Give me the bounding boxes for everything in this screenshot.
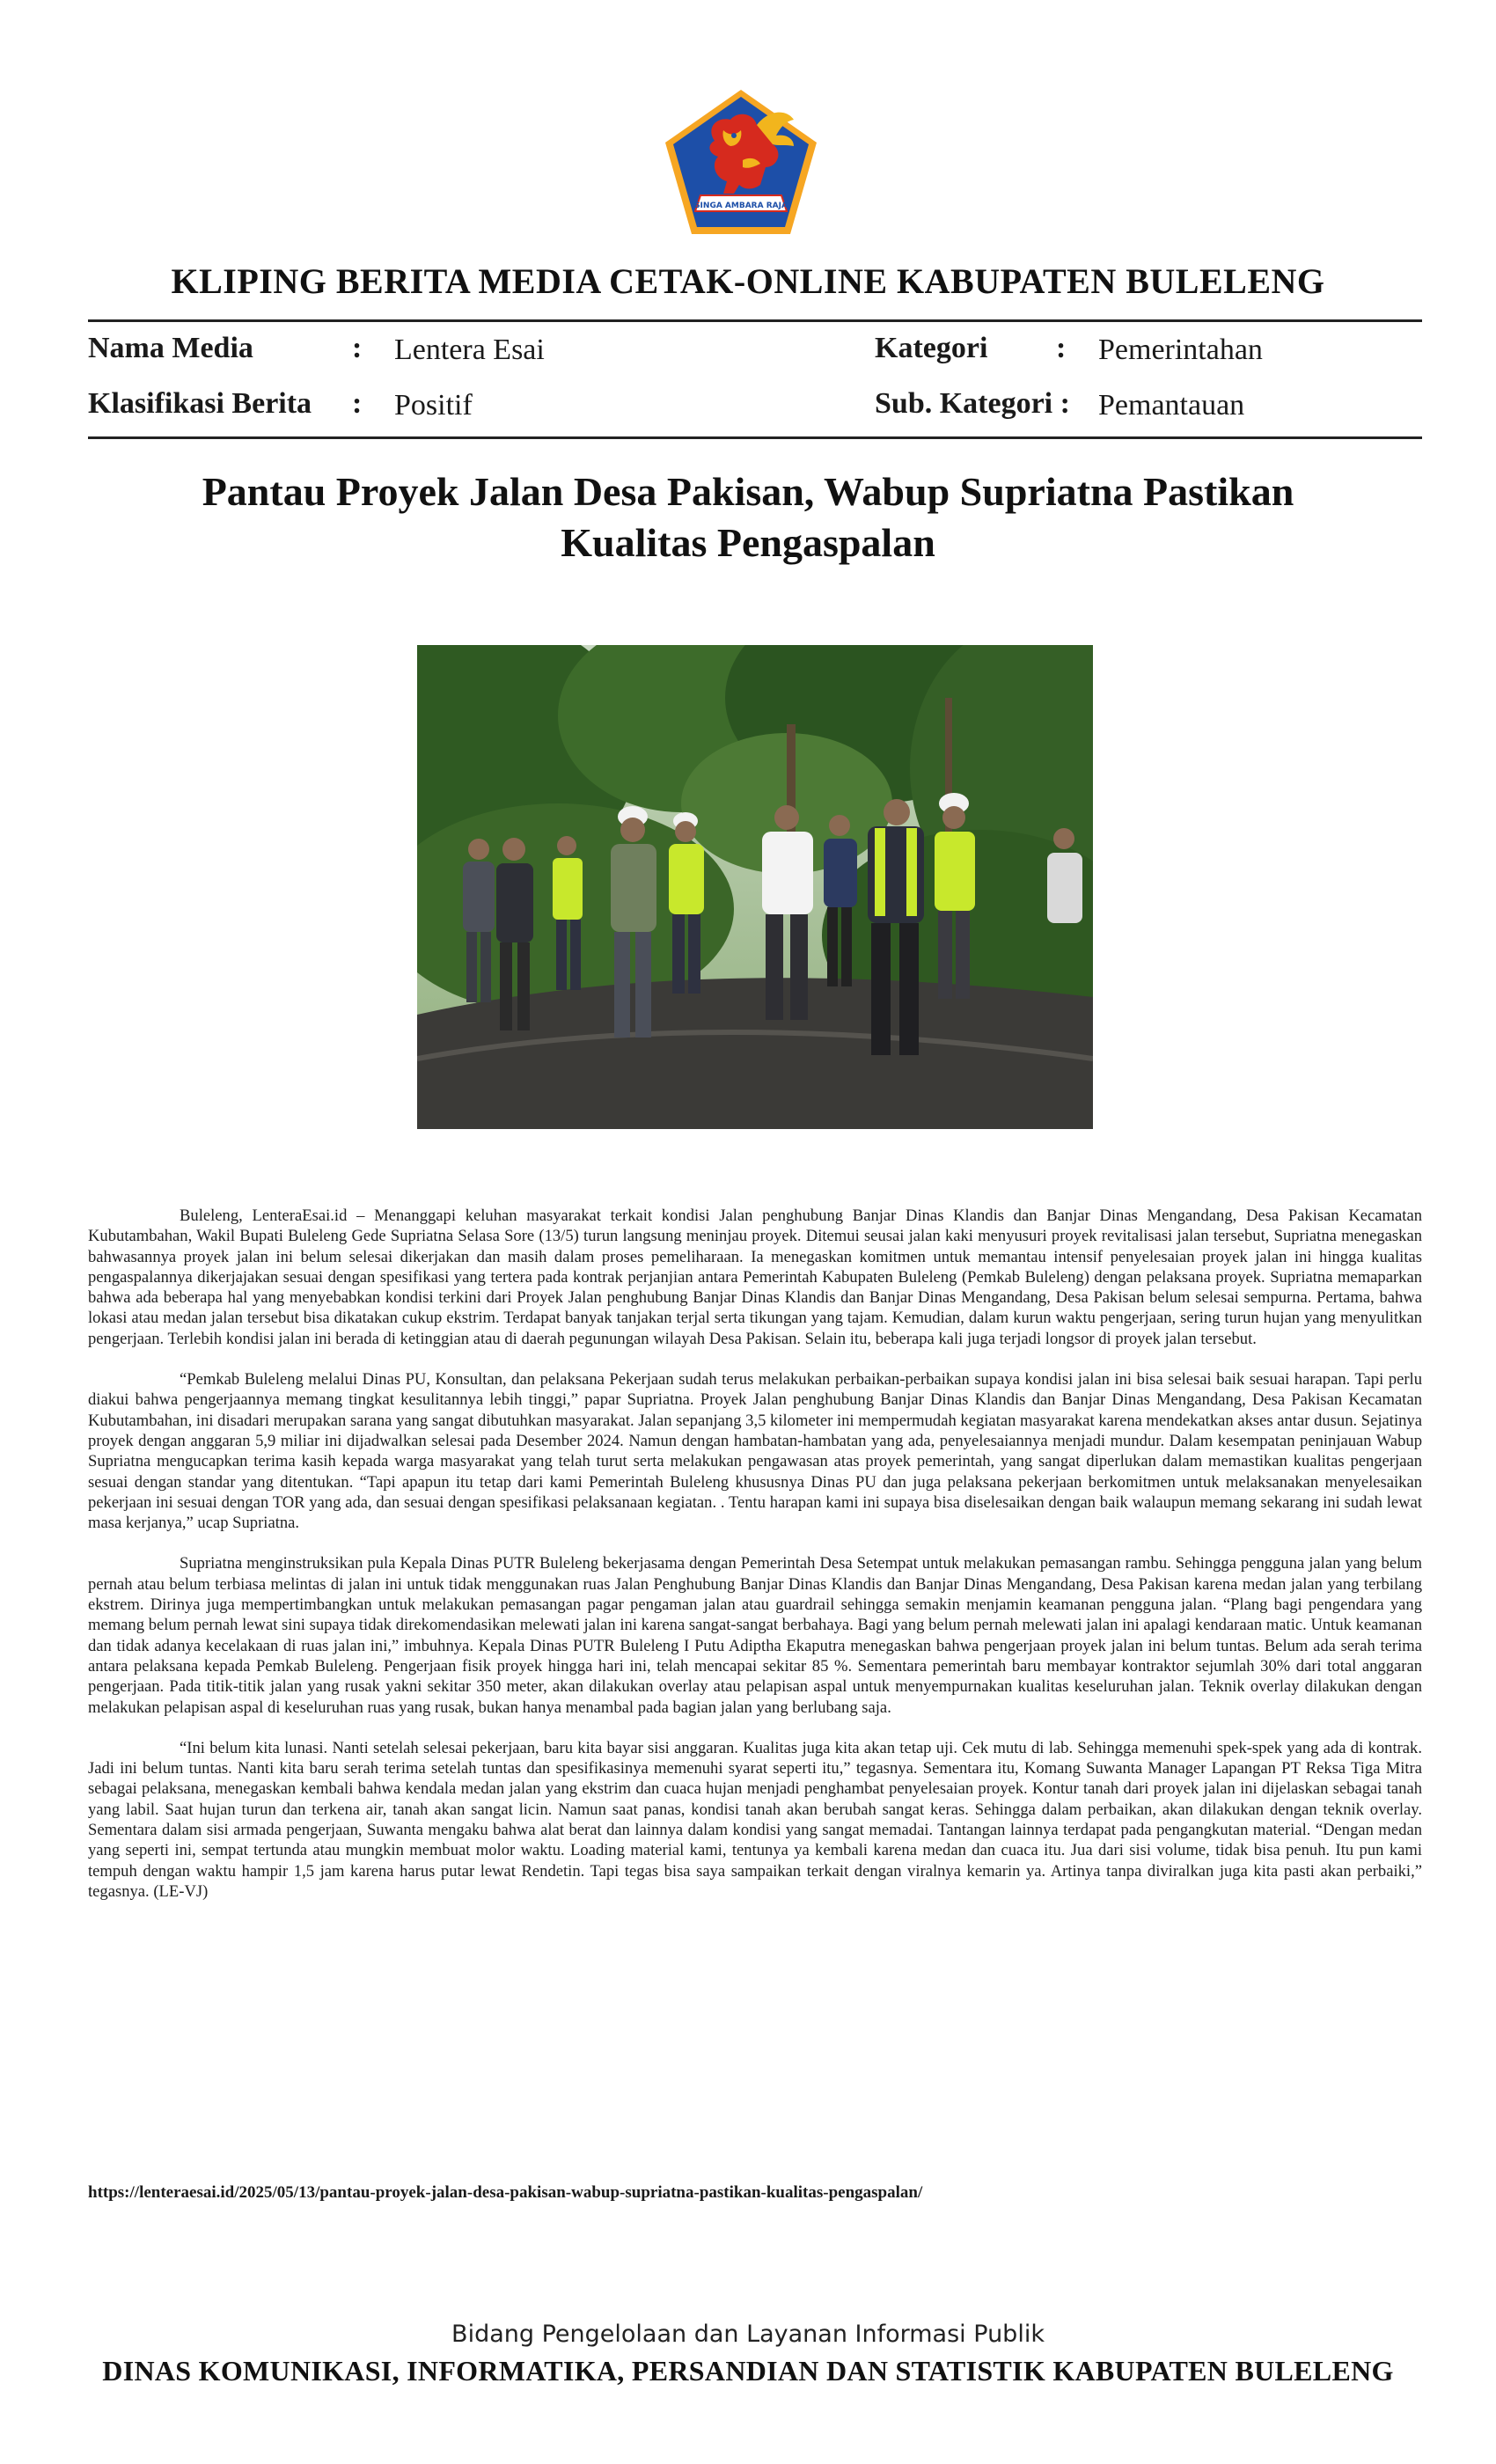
- singa-ambara-raja-emblem-icon: [662, 86, 820, 238]
- header-divider-bottom: [88, 436, 1422, 439]
- article-photo: [417, 645, 1093, 1129]
- kategori-value: Pemerintahan: [1098, 334, 1263, 366]
- subkategori-label: Sub. Kategori :: [875, 387, 1070, 420]
- header-divider-top: [88, 319, 1422, 322]
- klasifikasi-colon: :: [352, 387, 363, 420]
- svg-text:SINGA AMBARA RAJA: SINGA AMBARA RAJA: [694, 202, 788, 210]
- meta-row-media: [88, 332, 704, 370]
- meta-row-subkategori: [875, 387, 1420, 426]
- footer-agency: DINAS KOMUNIKASI, INFORMATIKA, PERSANDIAN DAN STATISTIK KABUPATEN BULELENG: [102, 2355, 1394, 2387]
- klasifikasi-value: Positif: [394, 389, 473, 422]
- media-value: Lentera Esai: [394, 334, 545, 366]
- source-link[interactable]: https://lenteraesai.id/2025/05/13/pantau-proyek-jalan-desa-pakisan-wabup-supriatna-pastikan-kualitas-pengaspalan/: [88, 2183, 923, 2202]
- article-paragraph-3: Supriatna menginstruksikan pula Kepala Dinas PUTR Buleleng bekerjasama dengan Pemerintah Desa Setempat untuk melakukan pemasangan rambu. Sehingga pengguna jalan yang belum pernah atau belum terbiasa melintas di jalan ini untuk tidak menggunakan ruas Jalan Penghubung Banjar Dinas Klandis dan Banjar Dinas Mengandang, Desa Pakisan karena medan jalan yang terbilang ekstrem. Dirinya juga mempertimbangkan untuk melakukan pemasangan pagar pengaman jalan atau guardrail sehingga semakin menjamin keamanan pengguna jalan. “Plang bagi pengendara yang memang belum pernah lewat sini supaya tidak direkomendasikan melewati jalan ini karena sangat-sangat berbahaya. Bagi yang belum pernah melewati jalan ini apalagi kendaraan matic. Untuk keamanan dan tidak adanya kecelakaan di ruas jalan ini,” imbuhnya. Kepala Dinas PUTR Buleleng I Putu Adiptha Ekaputra menegaskan bahwa pengerjaan proyek jalan ini belum tuntas. Belum ada serah terima antara pelaksana kepada Pemkab Buleleng. Pengerjaan fisik proyek hingga hari ini, telah mencapai sekitar 85 %. Sementara pemerintah baru membayar kontraktor sejumlah 30% dari total anggaran pengerjaan. Pada titik-titik jalan yang rusak yakni sekitar 350 meter, akan dilakukan overlay atau pelapisan aspal untuk menyempurnakan kualitas keseluruhan jalan. Teknik overlay dilakukan dengan melakukan pelapisan aspal di keseluruhan ruas yang rusak, bukan hanya menambal pada bagian jalan yang berlubang saja.: [88, 1554, 1422, 1717]
- meta-row-kategori: [875, 332, 1420, 370]
- article-paragraph-4: “Ini belum kita lunasi. Nanti setelah selesai pekerjaan, baru kita bayar sisi anggaran. Kualitas juga kita akan tetap uji. Cek mutu di lab. Sehingga memenuhi spek-spek yang ada di kontrak. Jadi ini belum tuntas. Nanti kita baru serah terima setelah tuntas dan spesifikasinya memenuhi syarat seperti itu,” tegasnya. Sementara itu, Komang Suwanta Manager Lapangan PT Reksa Tiga Mitra sebagai pelaksana, menegaskan kembali bahwa kendala medan jalan yang ekstrim dan cuaca hujan menjadi penghambat penyelesaian proyek. Kontur tanah dari proyek jalan ini dijelaskan sebagai tanah yang labil. Saat hujan turun dan terkena air, tanah akan sangat licin. Namun saat panas, kondisi tanah akan berubah sangat keras. Sehingga dalam perbaikan, akan dilakukan dengan teknik overlay. Sementara dalam sisi armada pengerjaan, Suwanta mengaku bahwa alat berat dan lainnya dalam kondisi yang sangat memadai. Tantangan lainnya terdapat pada pengangkutan material. “Dengan medan yang seperti ini, sempat tertunda atau mungkin membuat molor waktu. Loading material kami, tentunya ya kembali karena medan dan cuaca itu. Jua dari sisi volume, tidak bisa penuh. Itu pun kami tempuh dengan waktu hampir 1,5 jam karena harus putar lewat Rendetin. Tapi tegas bisa saya sampaikan terkait dengan viralnya kemarin ya. Artinya tanpa diviralkan juga kita pasti akan perbaiki,” tegasnya. (LE-VJ): [88, 1738, 1422, 1901]
- meta-row-klasifikasi: [88, 387, 704, 426]
- klasifikasi-label: Klasifikasi Berita: [88, 387, 312, 420]
- media-label: Nama Media: [88, 332, 253, 364]
- subkategori-value: Pemantauan: [1098, 389, 1245, 422]
- regency-logo: [662, 86, 820, 238]
- kategori-colon: :: [1056, 332, 1067, 364]
- media-colon: :: [352, 332, 363, 364]
- article-body: [88, 1206, 1422, 1922]
- clipping-title: KLIPING BERITA MEDIA CETAK-ONLINE KABUPATEN BULELENG: [171, 261, 1325, 301]
- kategori-label: Kategori: [875, 332, 988, 364]
- article-paragraph-2: “Pemkab Buleleng melalui Dinas PU, Konsultan, dan pelaksana Pekerjaan sudah terus melakukan perbaikan-perbaikan supaya kondisi jalan ini bisa selesai baik sesuai harapan. Tapi perlu diakui bahwa pengerjaannya memang tingkat kesulitannya lebih tinggi,” papar Supriatna. Proyek Jalan penghubung Banjar Dinas Klandis dan Banjar Dinas Mengandang, Desa Pakisan Kecamatan Kubutambahan, ini disadari merupakan sarana yang sangat dibutuhkan masyarakat. Jalan sepanjang 3,5 kilometer ini mempermudah kegiatan masyarakat karena mendekatkan akses antar dusun. Sejatinya proyek dengan anggaran 5,9 miliar ini dijadwalkan selesai pada Desember 2024. Namun dengan hambatan-hambatan yang ada, penyelesaiannya menjadi mundur. Dalam kesempatan peninjauan Wabup Supriatna mengucapkan terima kasih kepada warga masyarakat yang telah turut serta melakukan pengawasan atas proyek pemerintah, yang sangat diperlukan dalam memastikan kualitas pengerjaan sesuai dengan standar yang ditentukan. “Tapi apapun itu tetap dari kami Pemerintah Buleleng khususnya Dinas PU dan juga pelaksana pekerjaan berkomitmen untuk melaksanakan menyelesaikan pekerjaan ini sesuai dengan TOR yang ada, dan sesuai dengan spesifikasi pelaksanaan kegiatan. . Tentu harapan kami ini supaya bisa diselesaikan dengan baik walaupun memang sekarang ini sudah lewat masa kerjanya,” ucap Supriatna.: [88, 1370, 1422, 1533]
- road-inspection-photo-icon: [417, 645, 1093, 1129]
- footer-unit: Bidang Pengelolaan dan Layanan Informasi Publik: [451, 2321, 1045, 2348]
- article-paragraph-1: Buleleng, LenteraEsai.id – Menanggapi keluhan masyarakat terkait kondisi Jalan penghubung Banjar Dinas Klandis dan Banjar Dinas Mengandang, Desa Pakisan Kecamatan Kubutambahan, Wakil Bupati Buleleng Gede Supriatna Selasa Sore (13/5) turun langsung meninjau proyek. Ditemui seusai jalan kaki menyusuri proyek revitalisasi jalan tersebut, Supriatna menegaskan bahwasannya proyek jalan ini belum selesai dikerjakan dan masih dalam proses pemeliharaan. Ia menegaskan komitmen untuk memantau intensif penyelesaian proyek jalan ini hingga kualitas pengaspalannya dikerjajakan sesuai dengan spesifikasi yang tertera pada kontrak perjanjian antara Pemerintah Kabupaten Buleleng (Pemkab Buleleng) dengan pelaksana proyek. Supriatna memaparkan bahwa ada beberapa hal yang menyebabkan kondisi terkini dari Proyek Jalan penghubung Banjar Dinas Klandis dan Banjar Dinas Mengandang, Desa Pakisan belum selesai sempurna. Pertama, bahwa lokasi atau medan jalan tersebut bisa dikatakan cukup ekstrim. Terdapat banyak tanjakan terjal serta tikungan yang tajam. Kemudian, dalam kurun waktu pengerjaan, sering turun hujan yang menyulitkan pengerjaan. Terlebih kondisi jalan ini berada di ketinggian atau di daerah pegunungan wilayah Desa Pakisan. Selain itu, beberapa kali juga terjadi longsor di proyek jalan tersebut.: [88, 1206, 1422, 1348]
- article-headline: Pantau Proyek Jalan Desa Pakisan, Wabup Supriatna Pastikan Kualitas Pengaspalan: [202, 469, 1294, 565]
